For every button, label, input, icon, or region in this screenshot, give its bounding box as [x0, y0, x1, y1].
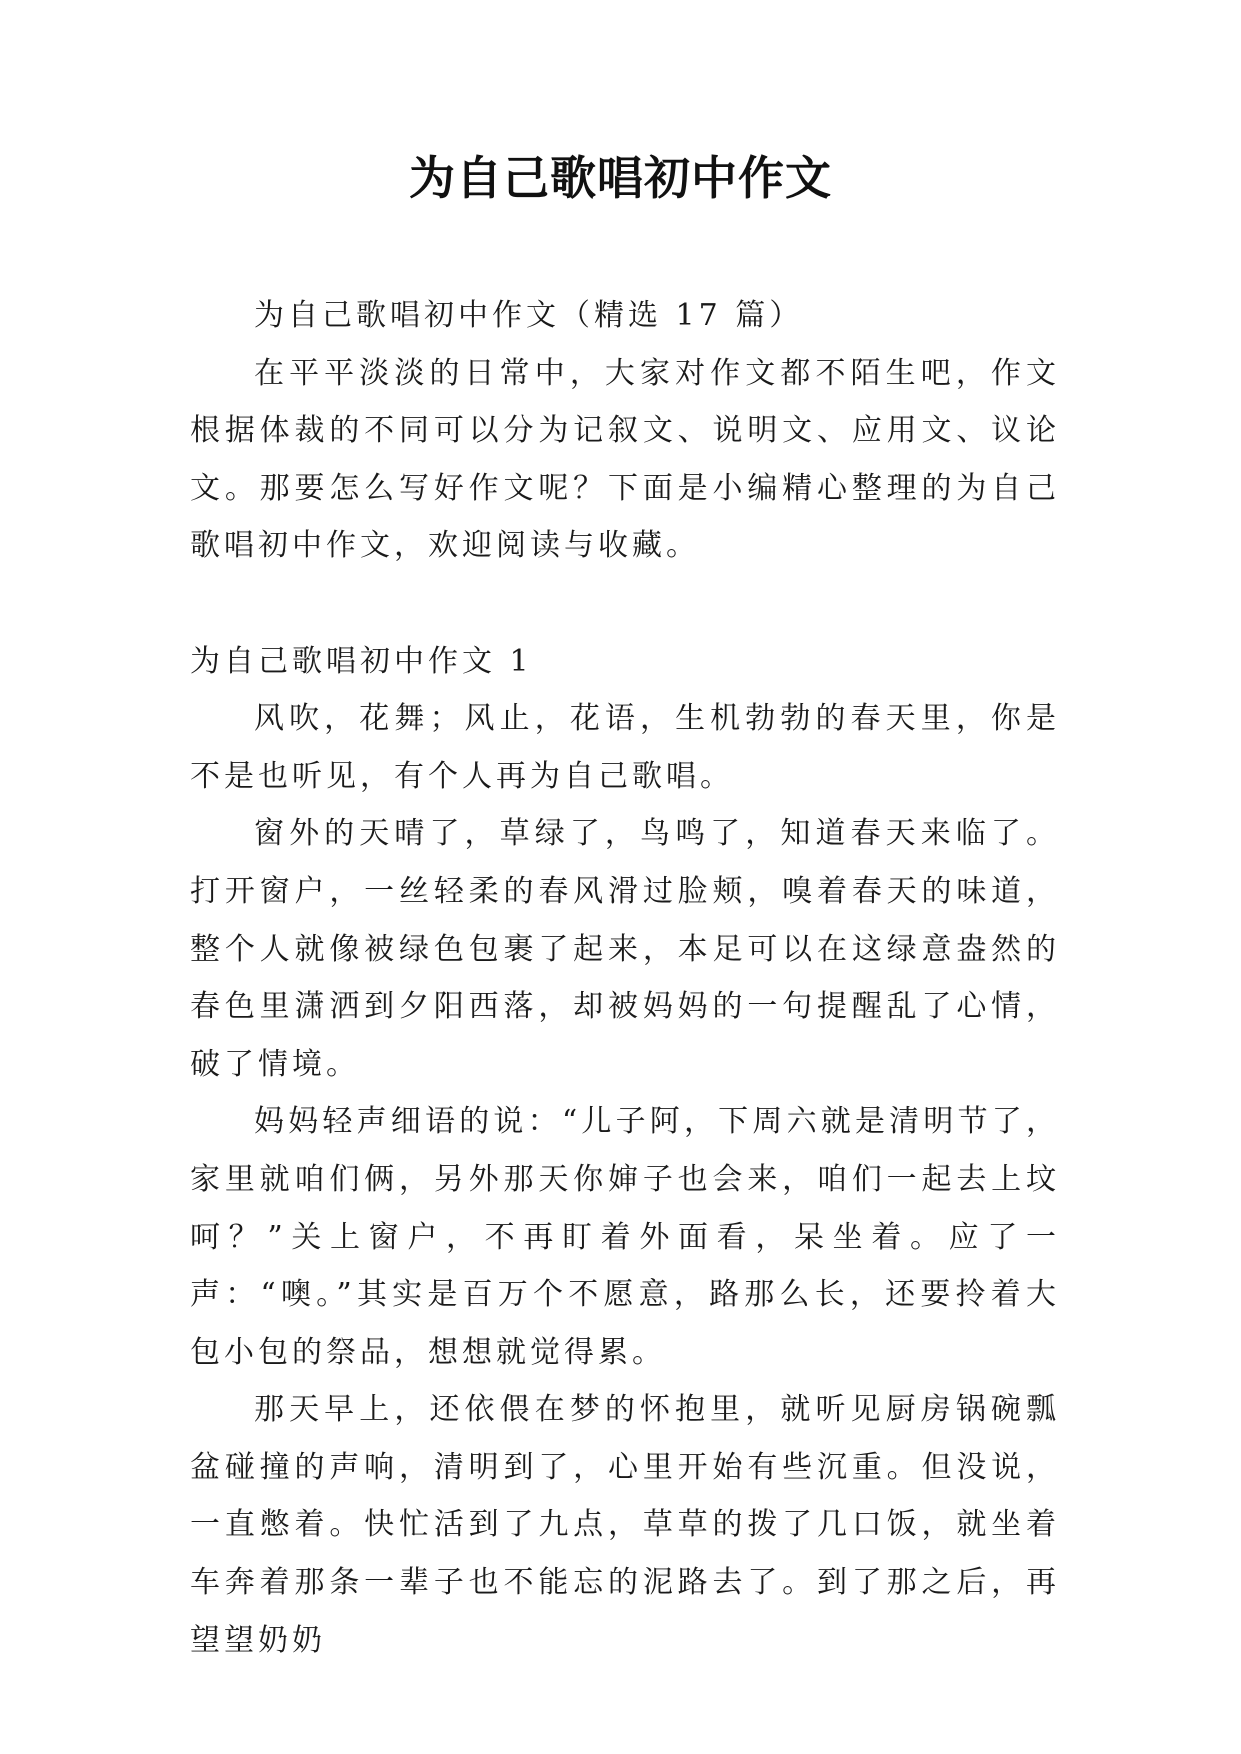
section-heading: 为自己歌唱初中作文 1: [190, 643, 533, 679]
document-subtitle: 为自己歌唱初中作文（精选 17 篇）: [254, 298, 804, 333]
document-title: 为自己歌唱初中作文: [409, 151, 832, 205]
intro-paragraph: 在平平淡淡的日常中，大家对作文都不陌生吧，作文根据体裁的不同可以分为记叙文、说明文、应用文、议论文。那要怎么写好作文呢？下面是小编精心整理的为自己歌唱初中作文，欢迎阅读与收藏。: [190, 355, 1060, 564]
document-body: [190, 287, 1060, 1669]
body-paragraph-4: 那天早上，还依偎在梦的怀抱里，就听见厨房锅碗瓢盆碰撞的声响，清明到了，心里开始有些沉重。但没说，一直憋着。快忙活到了九点，草草的拨了几口饭，就坐着车奔着那条一辈子也不能忘的泥路去了。到了那之后，再望望奶奶: [190, 1392, 1060, 1658]
body-paragraph-2: 窗外的天晴了，草绿了，鸟鸣了，知道春天来临了。打开窗户，一丝轻柔的春风滑过脸颊，嗅着春天的味道，整个人就像被绿色包裹了起来，本足可以在这绿意盎然的春色里潇洒到夕阳西落，却被妈妈的一句提醒乱了心情，破了情境。: [190, 816, 1060, 1082]
body-paragraph-1: 风吹，花舞；风止，花语，生机勃勃的春天里，你是不是也听见，有个人再为自己歌唱。: [190, 701, 1060, 794]
body-paragraph-3: 妈妈轻声细语的说：“儿子阿，下周六就是清明节了，家里就咱们俩，另外那天你婶子也会来，咱们一起去上坟呵？”关上窗户，不再盯着外面看，呆坐着。应了一声：“噢。”其实是百万个不愿意，路那么长，还要拎着大包小包的祭品，想想就觉得累。: [190, 1104, 1060, 1370]
